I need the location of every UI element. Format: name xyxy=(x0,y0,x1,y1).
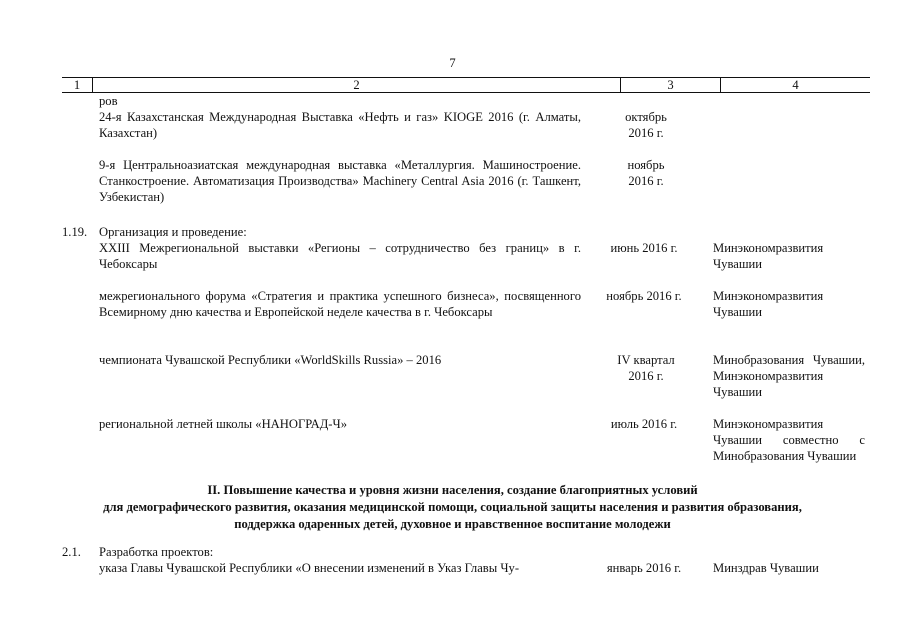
event-date: ноябрь 2016 г. xyxy=(606,289,682,303)
event-description: указа Главы Чувашской Республики «О внесении изменений в Указ Главы Чу- xyxy=(99,561,520,575)
row-number: 2.1. xyxy=(62,545,81,559)
event-description: чемпионата Чувашской Республики «WorldSkills Russia» – 2016 xyxy=(99,353,442,367)
event-description: Разработка проектов: xyxy=(99,545,214,559)
event-date: июнь 2016 г. xyxy=(610,241,678,255)
header-col-3: 3 xyxy=(667,78,674,92)
event-description: 9-я Центральноазиатская международная выставка «Металлургия. Машиностроение. Станкостроение. Автоматизация Производства» Machinery Central Asia 2016 (г. Ташкент, Узбекистан) xyxy=(99,158,581,204)
responsible-party: Минэкономразвития Чувашии совместно с Минобразования Чувашии xyxy=(713,417,865,463)
responsible-party: Минэкономразвития Чувашии xyxy=(713,289,824,319)
responsible-party: Минобразования Чувашии, Минэкономразвития Чувашии xyxy=(713,353,865,399)
header-col-2: 2 xyxy=(353,78,360,92)
section-heading-line: для демографического развития, оказания медицинской помощи, социальной защиты населения и развития образования, xyxy=(103,500,802,514)
header-col-4: 4 xyxy=(792,78,799,92)
event-date: ноябрь 2016 г. xyxy=(627,158,665,188)
event-date: январь 2016 г. xyxy=(606,561,682,575)
event-description: межрегионального форума «Стратегия и практика успешного бизнеса», посвященного Всемирному дню качества и Европейской неделе качества в г. Чебоксары xyxy=(99,289,581,319)
event-description: региональной летней школы «НАНОГРАД-Ч» xyxy=(99,417,347,431)
event-date: октябрь 2016 г. xyxy=(625,110,667,140)
responsible-party: Минэкономразвития Чувашии xyxy=(713,241,824,271)
table-header-row xyxy=(62,77,870,93)
event-description: Организация и проведение: xyxy=(99,225,247,239)
event-date: IV квартал 2016 г. xyxy=(617,353,675,383)
header-col-1: 1 xyxy=(73,78,81,92)
section-heading-line: поддержка одаренных детей, духовное и нравственное воспитание молодежи xyxy=(234,517,671,531)
page-number: 7 xyxy=(449,56,456,70)
event-description: 24-я Казахстанская Международная Выставка «Нефть и газ» KIOGE 2016 (г. Алматы, Казахстан) xyxy=(99,110,581,140)
section-heading-line: II. Повышение качества и уровня жизни населения, создание благоприятных условий xyxy=(207,483,698,497)
row-number: 1.19. xyxy=(62,225,88,239)
responsible-party: Минздрав Чувашии xyxy=(713,561,819,575)
section-heading xyxy=(50,482,855,533)
event-date: июль 2016 г. xyxy=(610,417,678,431)
event-description: ров xyxy=(99,94,118,108)
event-description: XXIII Межрегиональной выставки «Регионы – сотрудничество без границ» в г. Чебоксары xyxy=(99,241,581,271)
